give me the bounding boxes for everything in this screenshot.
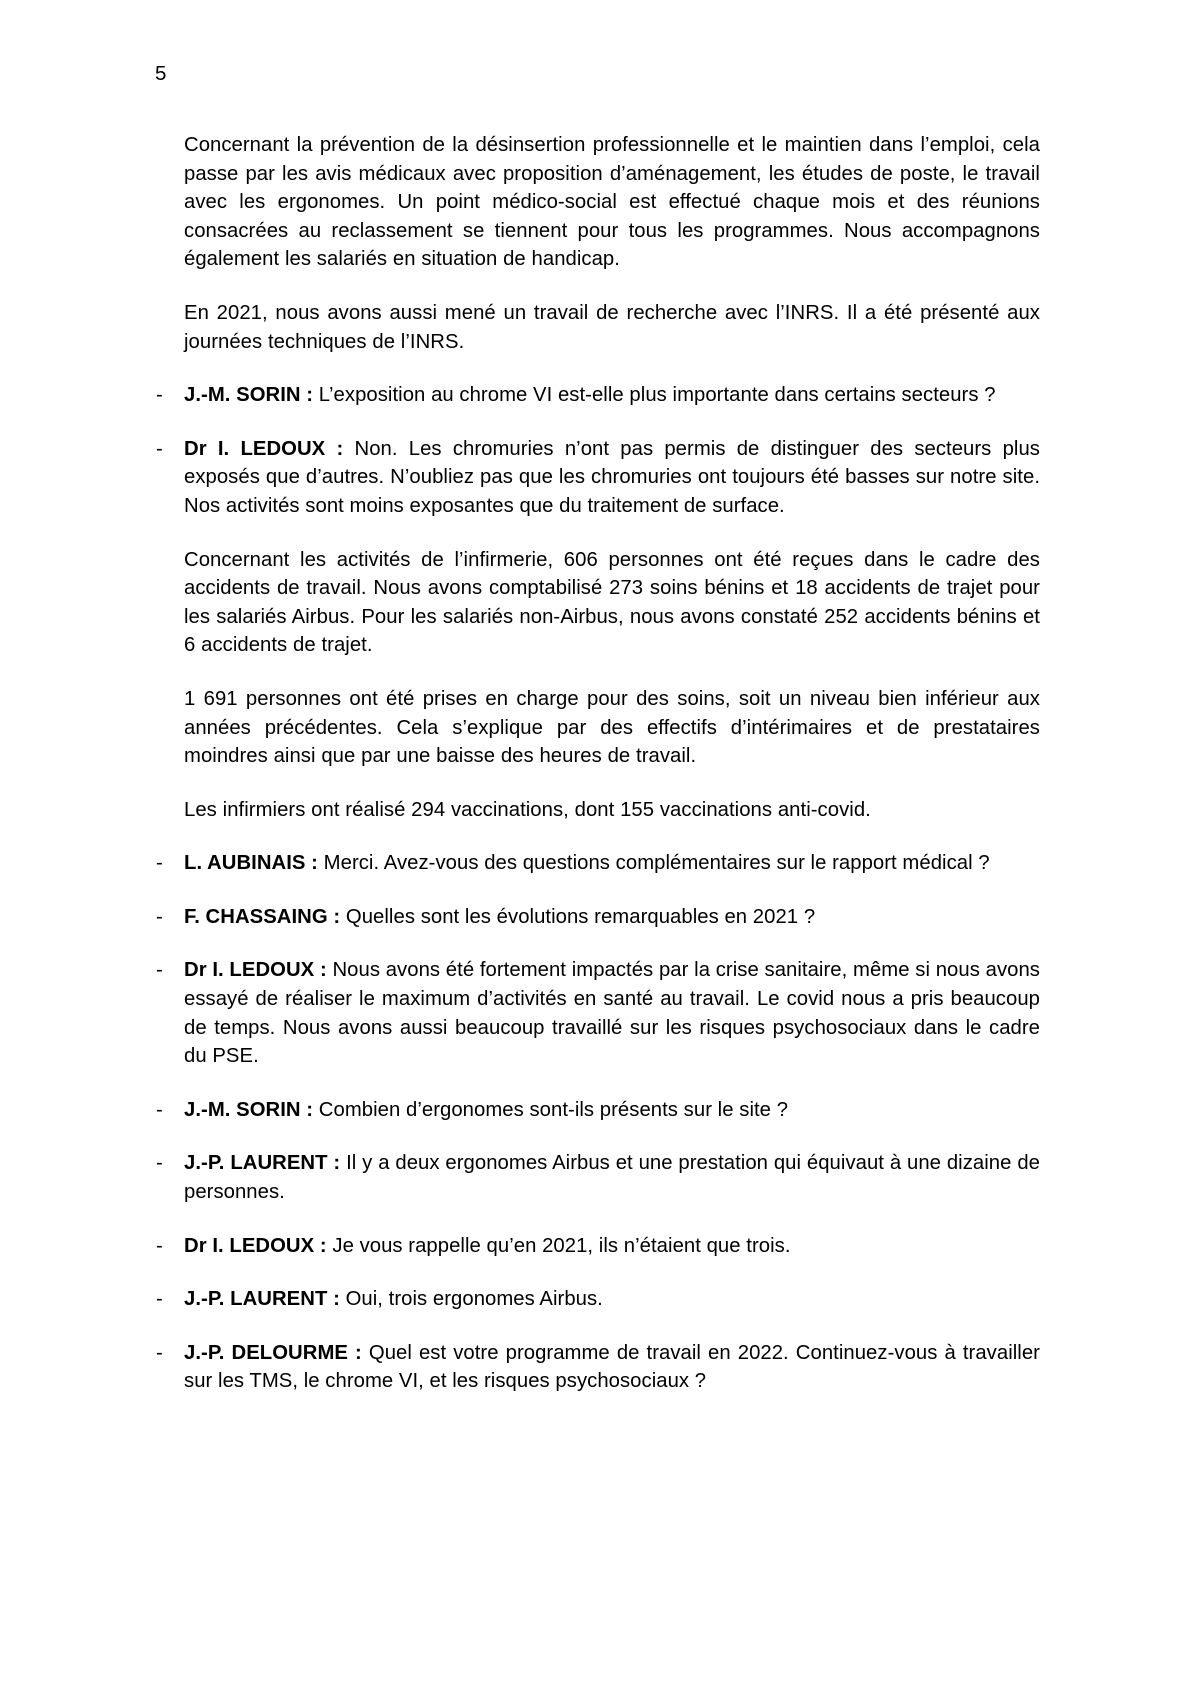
- dialogue-text: [184, 1339, 1040, 1396]
- bullet-marker: -: [156, 1341, 163, 1364]
- dialogue-aubinais-questions: [156, 849, 1040, 878]
- paragraph-prevention-desinsertion: Concernant la prévention de la désinsertion professionnelle et le maintien dans l’emploi, cela passe par les avis médicaux avec proposition d’aménagement, les études de poste, le travail avec les ergonomes. Un point médico-social est effectué chaque mois et des réunions consacrées au reclassement se tiennent pour tous les programmes. Nous accompagnons également les salariés en situation de handicap.: [184, 134, 1040, 271]
- speech-text: Je vous rappelle qu’en 2021, ils n’étaient que trois.: [326, 1234, 791, 1257]
- dialogue-text: [184, 1096, 1040, 1125]
- speaker-name: Dr I. LEDOUX :: [184, 1234, 327, 1257]
- speech-text: L’exposition au chrome VI est-elle plus importante dans certains secteurs ?: [313, 384, 996, 407]
- bullet-marker: -: [156, 1234, 163, 1257]
- speaker-name: L. AUBINAIS :: [184, 852, 318, 875]
- speech-text: Non. Les chromuries n’ont pas permis de distinguer des secteurs plus exposés que d’autres. N’oubliez pas que les chromuries ont toujours été basses sur notre site. Nos activités sont moins exposantes que du traitement de surface.: [184, 437, 1040, 517]
- dialogue-laurent-deux-ergonomes: [156, 1149, 1040, 1206]
- dialogue-sorin-ergonomes: [156, 1096, 1040, 1125]
- speech-text: Oui, trois ergonomes Airbus.: [339, 1288, 603, 1311]
- bullet-marker: -: [156, 1152, 163, 1175]
- bullet-marker: -: [156, 1288, 163, 1311]
- dialogue-ledoux-chromuries: [156, 435, 1040, 521]
- speaker-name: J.-P. LAURENT :: [184, 1288, 340, 1311]
- dialogue-ledoux-crise-sanitaire: [156, 956, 1040, 1070]
- speaker-name: Dr I. LEDOUX :: [184, 437, 344, 460]
- document-body: [155, 131, 1040, 1421]
- speaker-name: J.-M. SORIN :: [184, 1098, 314, 1121]
- speech-text: Quel est votre programme de travail en 2022. Continuez-vous à travailler sur les TMS, le chrome VI, et les risques psychosociaux ?: [184, 1341, 1040, 1393]
- paragraph-activites-infirmerie: Concernant les activités de l’infirmerie, 606 personnes ont été reçues dans le cadre des accidents de travail. Nous avons comptabilisé 273 soins bénins et 18 accidents de trajet pour les salariés Airbus. Pour les salariés non-Airbus, nous avons constaté 252 accidents bénins et 6 accidents de trajet.: [184, 548, 1040, 657]
- dialogue-text: [184, 1232, 1040, 1261]
- dialogue-text: [184, 435, 1040, 521]
- dialogue-text: [184, 849, 1040, 878]
- speaker-name: F. CHASSAING :: [184, 905, 341, 928]
- page-number: 5: [155, 62, 167, 85]
- speech-text: Nous avons été fortement impactés par la crise sanitaire, même si nous avons essayé de réaliser le maximum d’activités en santé au travail. Le covid nous a pris beaucoup de temps. Nous avons aussi beaucoup travaillé sur les risques psychosociaux dans le cadre du PSE.: [184, 959, 1040, 1068]
- bullet-marker: -: [156, 437, 163, 460]
- speech-text: Combien d’ergonomes sont-ils présents sur le site ?: [313, 1098, 789, 1121]
- bullet-marker: -: [156, 1098, 163, 1121]
- speech-text: Merci. Avez-vous des questions complémentaires sur le rapport médical ?: [317, 852, 990, 875]
- dialogue-chassaing-evolutions: [156, 903, 1040, 932]
- paragraph-prises-en-charge-soins: 1 691 personnes ont été prises en charge pour des soins, soit un niveau bien inférieur aux années précédentes. Cela s’explique par des effectifs d’intérimaires et de prestataires moindres ainsi que par une baisse des heures de travail.: [184, 687, 1040, 768]
- speech-text: Quelles sont les évolutions remarquables en 2021 ?: [340, 905, 816, 928]
- paragraph-inrs-recherche: En 2021, nous avons aussi mené un travail de recherche avec l’INRS. Il a été présenté aux journées techniques de l’INRS.: [184, 301, 1040, 353]
- dialogue-sorin-chrome-vi: [156, 381, 1040, 410]
- bullet-marker: -: [156, 905, 163, 928]
- dialogue-text: [184, 1149, 1040, 1206]
- speaker-name: J.-M. SORIN :: [184, 384, 314, 407]
- speaker-name: Dr I. LEDOUX :: [184, 959, 327, 982]
- dialogue-text: [184, 381, 1040, 410]
- dialogue-text: [184, 1285, 1040, 1314]
- content-blocks: [155, 131, 1040, 1396]
- bullet-marker: -: [156, 384, 163, 407]
- dialogue-text: [184, 956, 1040, 1070]
- speaker-name: J.-P. DELOURME :: [184, 1341, 362, 1364]
- bullet-marker: -: [156, 852, 163, 875]
- speech-text: Il y a deux ergonomes Airbus et une prestation qui équivaut à une dizaine de personnes.: [184, 1152, 1040, 1204]
- dialogue-delourme-programme-2022: [156, 1339, 1040, 1396]
- dialogue-laurent-oui-trois: [156, 1285, 1040, 1314]
- dialogue-text: [184, 903, 1040, 932]
- bullet-marker: -: [156, 959, 163, 982]
- paragraph-vaccinations: Les infirmiers ont réalisé 294 vaccinations, dont 155 vaccinations anti-covid.: [184, 798, 871, 821]
- dialogue-ledoux-trois-2021: [156, 1232, 1040, 1261]
- speaker-name: J.-P. LAURENT :: [184, 1152, 341, 1175]
